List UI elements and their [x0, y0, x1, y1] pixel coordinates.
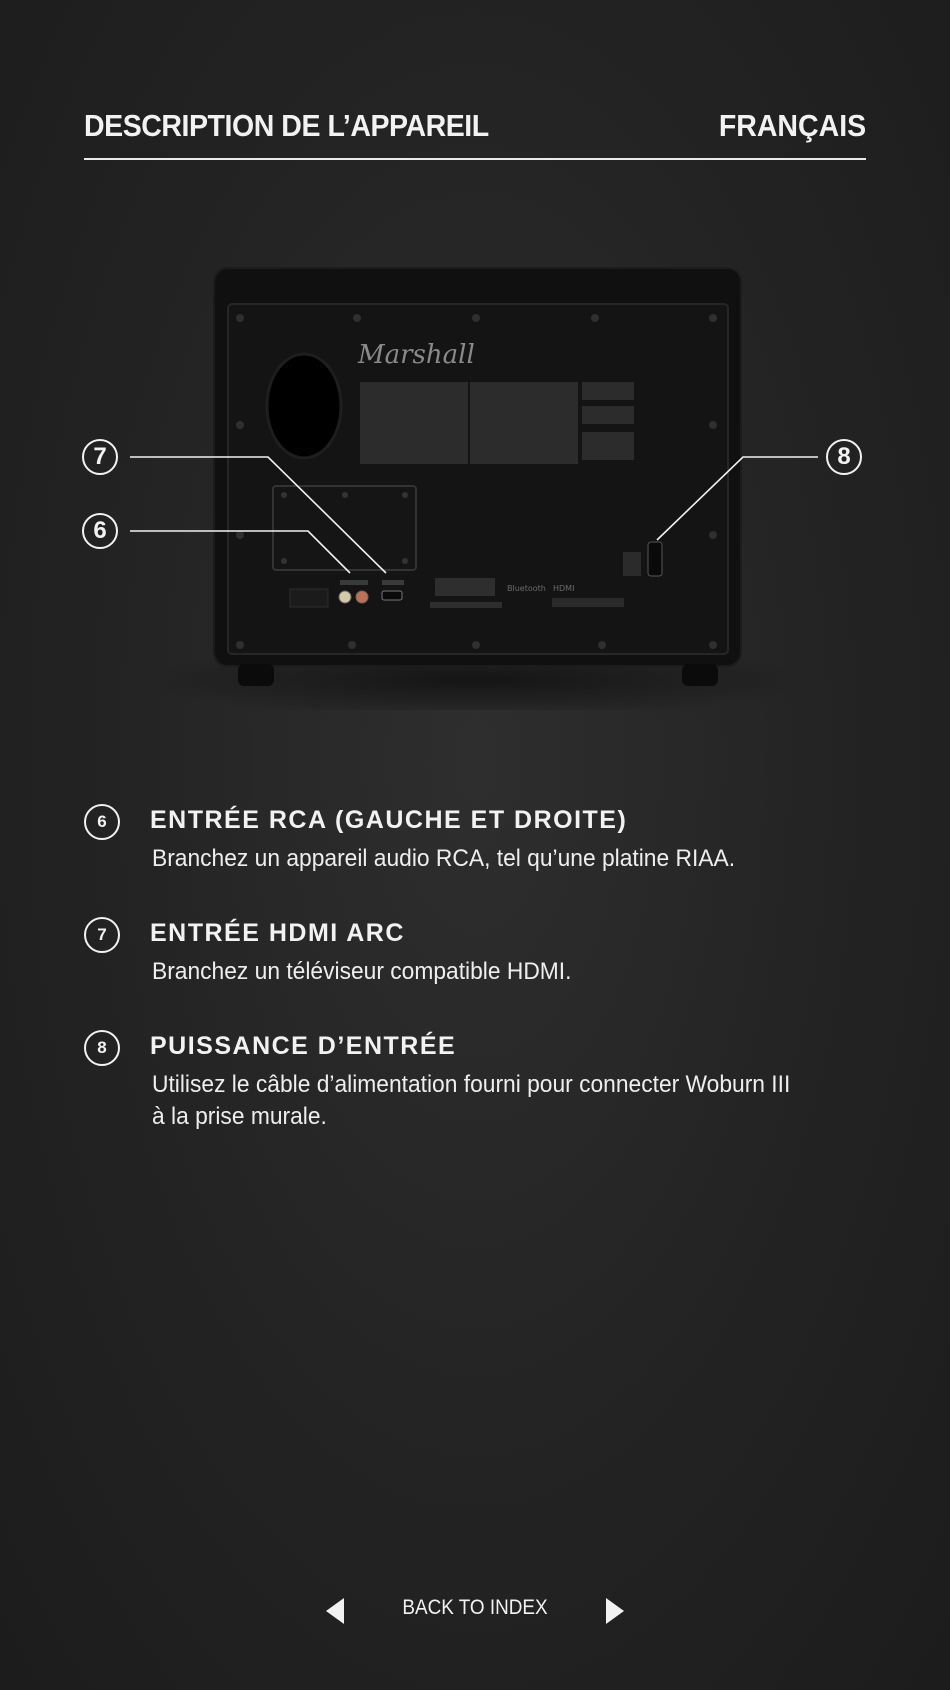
bass-port [267, 354, 341, 458]
item-number-badge: 6 [84, 804, 120, 840]
brand-logo: Marshall [358, 340, 475, 370]
triangle-left-icon[interactable] [326, 1598, 344, 1624]
item-number-badge: 7 [84, 917, 120, 953]
page-navigation [0, 1592, 950, 1632]
feature-item-rca [84, 800, 866, 875]
feature-item-power [84, 1026, 866, 1133]
feature-list [84, 800, 866, 1171]
triangle-right-icon[interactable] [606, 1598, 624, 1624]
speaker-illustration [0, 240, 950, 710]
callout-badge-8: 8 [826, 439, 862, 475]
page-header [84, 104, 866, 160]
back-to-index-link[interactable]: BACK TO INDEX [402, 1596, 548, 1619]
item-heading: ENTRÉE HDMI ARC [150, 919, 405, 947]
callout-badge-6: 6 [82, 513, 118, 549]
feature-item-hdmi [84, 913, 866, 988]
rca-left-jack [339, 591, 351, 603]
page-title: DESCRIPTION DE L’APPAREIL [84, 108, 489, 143]
speaker-back-diagram [0, 240, 950, 710]
item-heading: PUISSANCE D’ENTRÉE [150, 1032, 457, 1060]
hdmi-port [382, 591, 402, 600]
power-inlet [648, 542, 662, 576]
callout-badge-7: 7 [82, 439, 118, 475]
bluetooth-label: Bluetooth [507, 584, 546, 593]
hdmi-label: HDMI [553, 584, 575, 593]
item-number-badge: 8 [84, 1030, 120, 1066]
cover-plate [273, 486, 416, 570]
language-label: FRANÇAIS [718, 108, 866, 143]
item-description: Branchez un appareil audio RCA, tel qu’une platine RIAA. [152, 845, 736, 872]
item-heading: ENTRÉE RCA (GAUCHE ET DROITE) [150, 806, 628, 834]
rca-right-jack [356, 591, 368, 603]
item-description: Branchez un téléviseur compatible HDMI. [152, 958, 572, 985]
item-description: Utilisez le câble d’alimentation fourni pour connecter Woburn III à la prise murale. [152, 1071, 791, 1130]
